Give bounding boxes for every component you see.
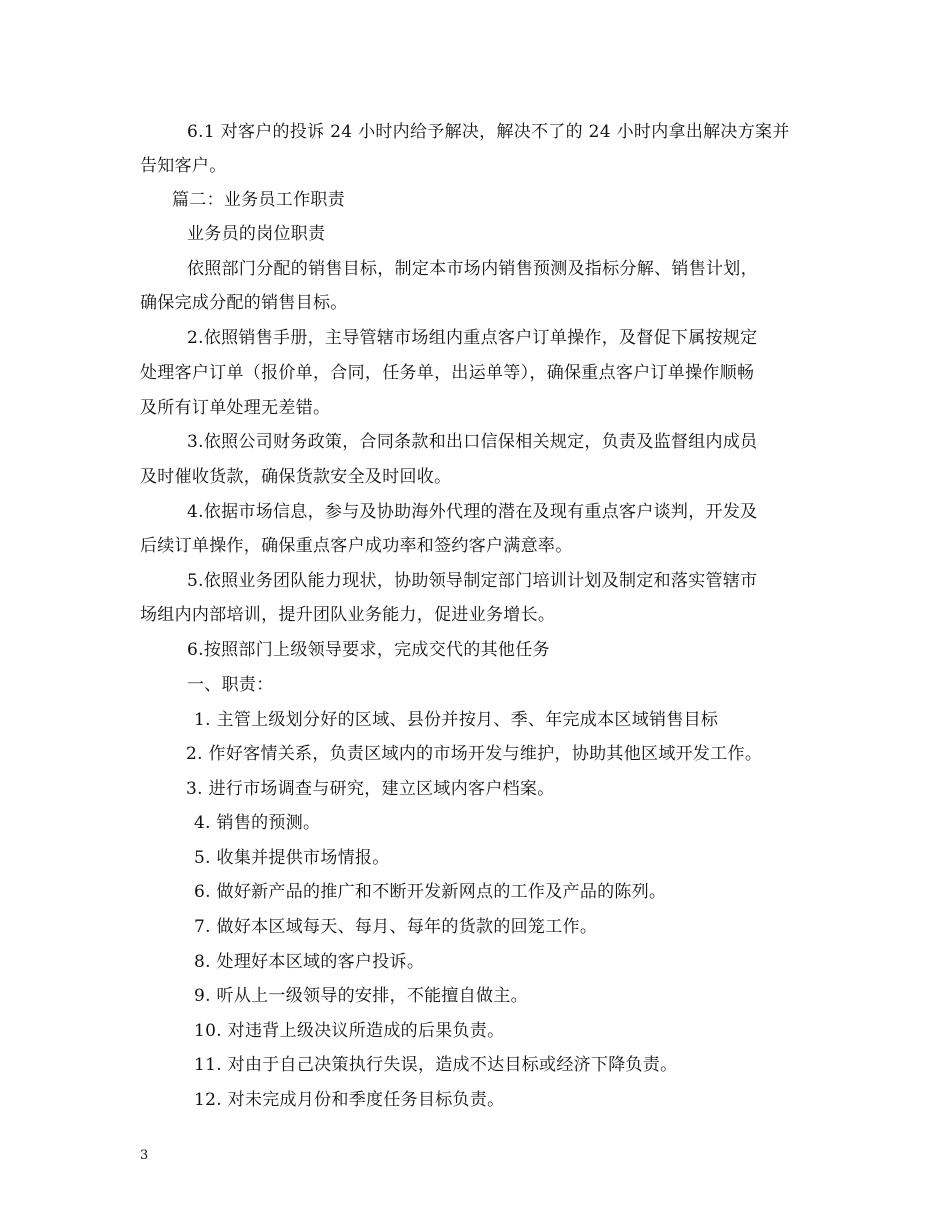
list-item: 8. 处理好本区域的客户投诉。 (194, 952, 425, 972)
list-item: 3. 进行市场调查与研究，建立区域内客户档案。 (186, 779, 555, 799)
page-number: 3 (140, 1148, 149, 1163)
text-line: 依照部门分配的销售目标，制定本市场内销售预测及指标分解、销售计划， (187, 259, 758, 279)
section-heading: 篇二：业务员工作职责 (172, 190, 345, 210)
list-heading: 一、职责： (187, 675, 274, 695)
list-item: 6. 做好新产品的推广和不断开发新网点的工作及产品的陈列。 (194, 882, 667, 902)
list-item: 5. 收集并提供市场情报。 (194, 848, 390, 868)
text-line: 及时催收货款，确保货款安全及时回收。 (140, 467, 452, 487)
text-line: 确保完成分配的销售目标。 (140, 293, 348, 313)
list-item: 11. 对由于自己决策执行失误，造成不达目标或经济下降负责。 (194, 1055, 678, 1075)
text-line: 3.依照公司财务政策，合同条款和出口信保相关规定，负责及监督组内成员 (187, 432, 758, 452)
subsection-heading: 业务员的岗位职责 (187, 224, 326, 244)
list-item: 1. 主管上级划分好的区域、县份并按月、季、年完成本区域销售目标 (194, 710, 719, 730)
text-line: 4.依据市场信息，参与及协助海外代理的潜在及现有重点客户谈判，开发及 (187, 502, 758, 522)
text-line: 6.1 对客户的投诉 24 小时内给予解决，解决不了的 24 小时内拿出解决方案并 (187, 122, 790, 142)
text-line: 告知客户。 (140, 156, 227, 176)
list-item: 9. 听从上一级领导的安排，不能擅自做主。 (194, 986, 528, 1006)
list-item: 10. 对违背上级决议所造成的后果负责。 (194, 1021, 505, 1041)
text-line: 后续订单操作，确保重点客户成功率和签约客户满意率。 (140, 536, 573, 556)
list-item: 4. 销售的预测。 (194, 813, 321, 833)
text-line: 及所有订单处理无差错。 (140, 398, 331, 418)
list-item: 12. 对未完成月份和季度任务目标负责。 (194, 1090, 505, 1110)
text-line: 场组内内部培训，提升团队业务能力，促进业务增长。 (140, 605, 556, 625)
text-line: 处理客户订单（报价单，合同，任务单，出运单等），确保重点客户订单操作顺畅 (140, 363, 755, 383)
text-line: 6.按照部门上级领导要求，完成交代的其他任务 (187, 640, 550, 660)
text-line: 2.依照销售手册，主导管辖市场组内重点客户订单操作，及督促下属按规定 (187, 328, 758, 348)
list-item: 2. 作好客情关系，负责区域内的市场开发与维护，协助其他区域开发工作。 (186, 744, 763, 764)
text-line: 5.依照业务团队能力现状，协助领导制定部门培训计划及制定和落实管辖市 (187, 571, 758, 591)
list-item: 7. 做好本区域每天、每月、每年的货款的回笼工作。 (194, 917, 598, 937)
